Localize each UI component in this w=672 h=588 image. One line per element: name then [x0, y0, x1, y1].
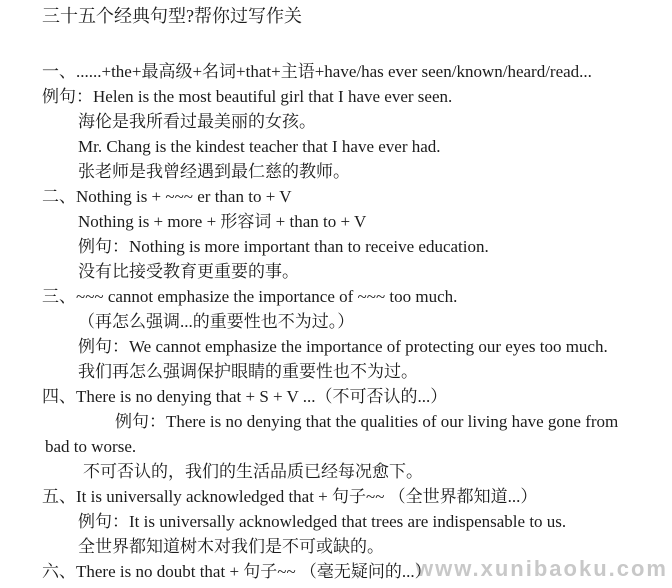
text-line: （再怎么强调...的重要性也不为过。） — [78, 312, 355, 331]
text-line: 例句：Helen is the most beautiful girl that I have ever seen. — [42, 87, 453, 106]
text-line: 例句：We cannot emphasize the importance of protecting our eyes too much. — [78, 337, 608, 356]
text-line: 没有比接受教育更重要的事。 — [78, 262, 299, 281]
text-line: 例句：Nothing is more important than to receive education. — [78, 237, 489, 256]
text-line: 例句：There is no denying that the qualities of our living have gone from — [115, 412, 619, 431]
text-line: 一、......+the+最高级+名词+that+主语+have/has ever seen/known/heard/read... — [42, 62, 592, 81]
text-line: 全世界都知道树木对我们是不可或缺的。 — [78, 537, 384, 556]
text-line: bad to worse. — [45, 437, 137, 456]
text-line: 三、~~~ cannot emphasize the importance of ~~~ too much. — [42, 287, 458, 306]
text-line: Nothing is + more + 形容词 + than to + V — [78, 212, 367, 231]
watermark: www.xunibaoku.com — [416, 556, 668, 581]
text-line: 不可否认的，我们的生活品质已经每况愈下。 — [83, 462, 423, 481]
text-line: 海伦是我所看过最美丽的女孩。 — [78, 112, 316, 131]
text-line: 张老师是我曾经遇到最仁慈的教师。 — [78, 162, 350, 181]
text-line: 四、There is no denying that + S + V ...（不可否认的...） — [42, 387, 448, 406]
text-line: 五、It is universally acknowledged that + 句子~~ （全世界都知道...） — [42, 487, 538, 506]
text-line: 六、There is no doubt that + 句子~~ （毫无疑问的...） — [42, 562, 432, 581]
text-line: 我们再怎么强调保护眼睛的重要性也不为过。 — [78, 362, 418, 381]
text-line: Mr. Chang is the kindest teacher that I have ever had. — [78, 137, 441, 156]
document-body — [0, 59, 672, 584]
text-line: 例句：It is universally acknowledged that trees are indispensable to us. — [78, 512, 567, 531]
page-title: 三十五个经典句型?帮你过写作关 — [42, 6, 302, 26]
text-line: 二、Nothing is + ~~~ er than to + V — [42, 187, 292, 206]
